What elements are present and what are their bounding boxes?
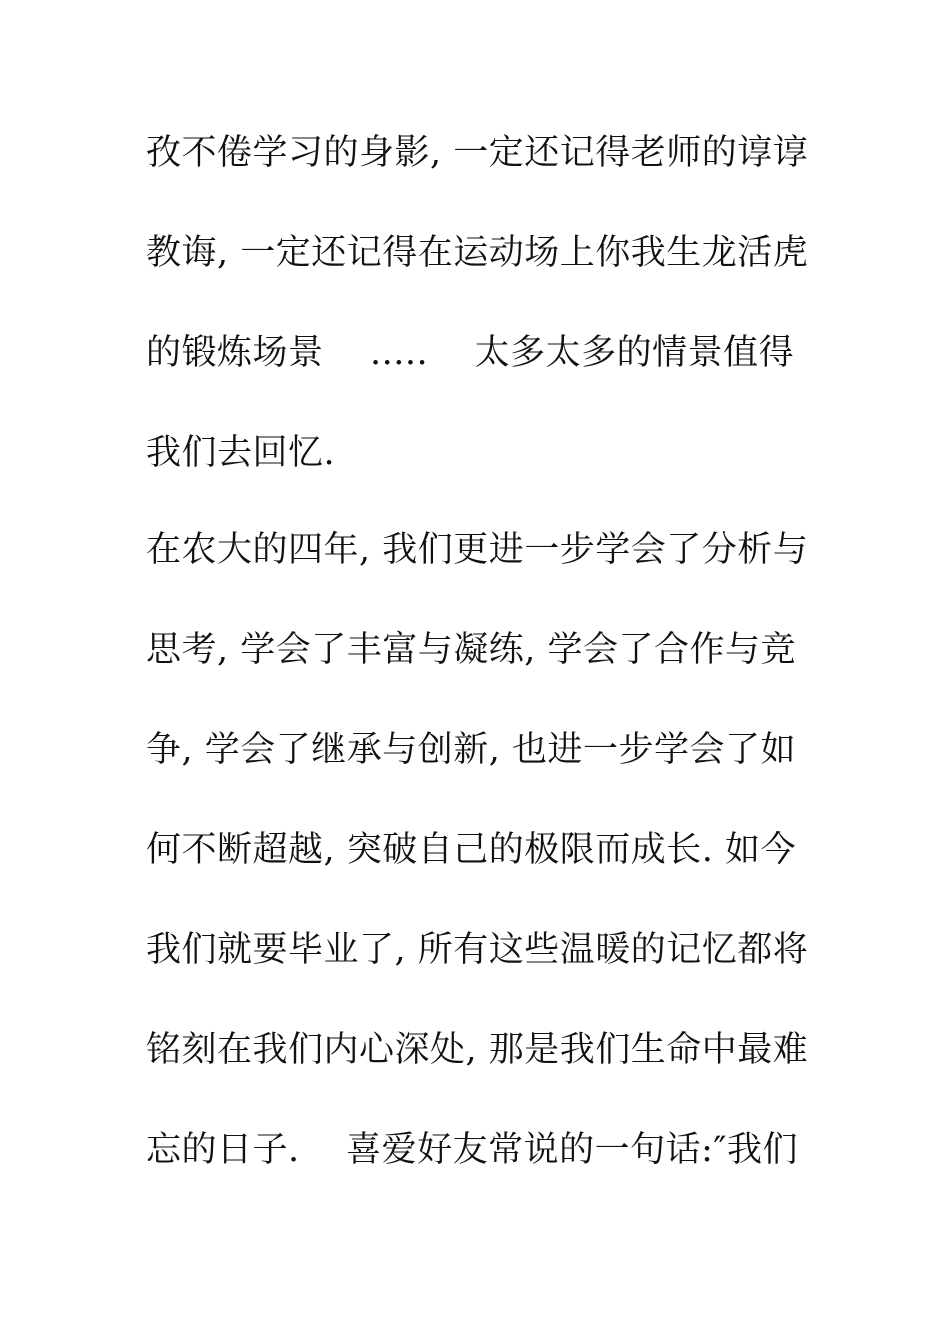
text-line: 我们就要毕业了, 所有这些温暖的记忆都将	[146, 930, 809, 970]
text-line: 铭刻在我们内心深处, 那是我们生命中最难	[146, 1030, 809, 1070]
text-line: 忘的日子. 喜爱好友常说的一句话:″我们	[146, 1130, 798, 1170]
text-line: 的锻炼场景 ..... 太多太多的情景值得	[146, 333, 795, 373]
text-line: 争, 学会了继承与创新, 也进一步学会了如	[146, 730, 797, 770]
text-line: 思考, 学会了丰富与凝练, 学会了合作与竞	[146, 630, 797, 670]
text-line: 我们去回忆.	[146, 433, 336, 473]
text-line: 孜不倦学习的身影, 一定还记得老师的谆谆	[146, 133, 809, 173]
text-line: 何不断超越, 突破自己的极限而成长. 如今	[146, 830, 797, 870]
text-line: 在农大的四年, 我们更进一步学会了分析与	[146, 530, 809, 570]
text-line: 教诲, 一定还记得在运动场上你我生龙活虎	[146, 233, 809, 273]
